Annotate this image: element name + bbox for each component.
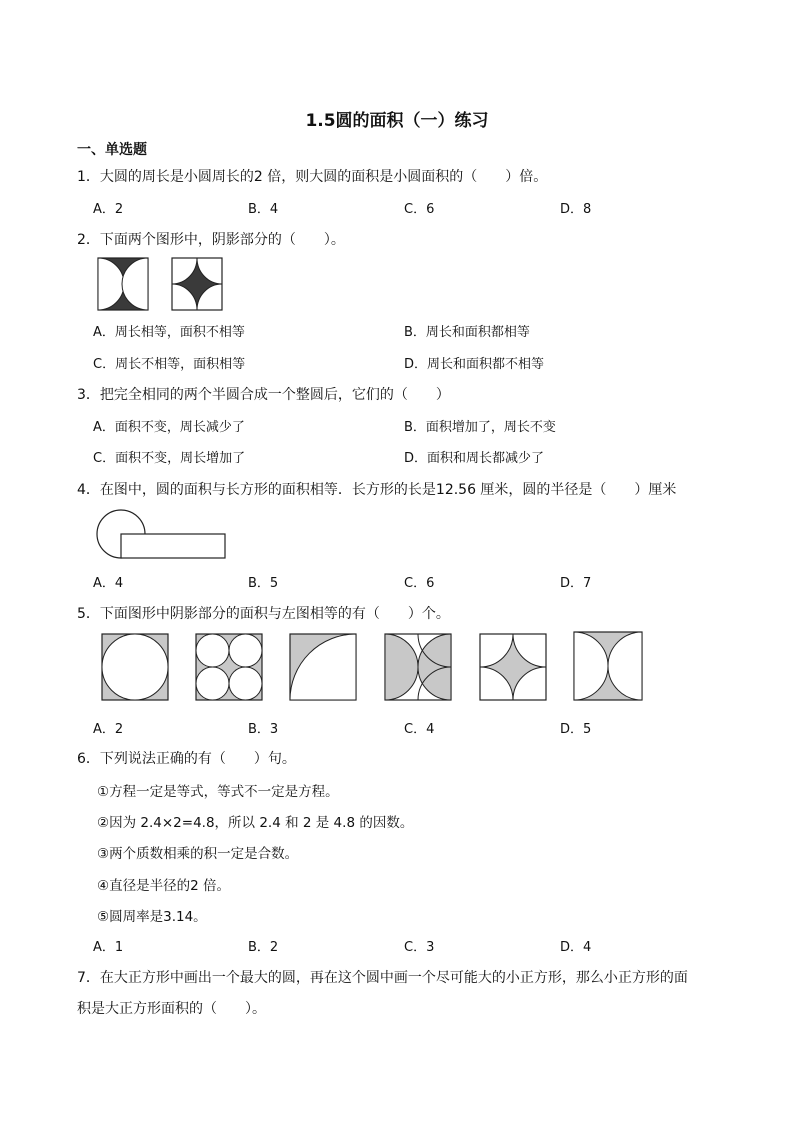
q1-option-b[interactable]: B．4 <box>248 202 279 217</box>
question-4-text: 4．在图中，圆的面积与长方形的面积相等．长方形的长是12.56 厘米，圆的半径是（ ）厘米 <box>77 482 677 498</box>
q6-statement-3: ③两个质数相乘的积一定是合数。 <box>97 846 299 862</box>
q6-option-b[interactable]: B．2 <box>248 940 279 955</box>
q5-figure-5 <box>479 633 547 701</box>
q6-statement-4: ④直径是半径的2 倍。 <box>97 878 230 894</box>
q4-option-a[interactable]: A．4 <box>93 576 124 591</box>
q4-figure <box>96 510 228 560</box>
q5-option-c[interactable]: C．4 <box>404 722 435 737</box>
q5-option-b[interactable]: B．3 <box>248 722 279 737</box>
question-3-text: 3．把完全相同的两个半圆合成一个整圆后，它们的（ ） <box>77 387 450 403</box>
question-7-text-line2: 积是大正方形面积的（ ）。 <box>77 1001 266 1017</box>
q1-option-d[interactable]: D．8 <box>560 202 592 217</box>
question-1-text: 1．大圆的周长是小圆周长的2 倍，则大圆的面积是小圆面积的（ ）倍。 <box>77 169 548 185</box>
q2-option-d[interactable]: D．周长和面积都不相等 <box>404 357 545 372</box>
q4-option-b[interactable]: B．5 <box>248 576 279 591</box>
q2-option-b[interactable]: B．周长和面积都相等 <box>404 325 530 340</box>
q5-figure-6 <box>573 631 643 701</box>
q5-option-a[interactable]: A．2 <box>93 722 124 737</box>
q5-figure-1 <box>101 633 169 701</box>
q1-option-c[interactable]: C．6 <box>404 202 435 217</box>
page-title: 1.5圆的面积（一）练习 <box>305 111 489 131</box>
question-5-text: 5．下面图形中阴影部分的面积与左图相等的有（ ）个。 <box>77 606 450 622</box>
q2-figure-left <box>97 257 149 311</box>
q3-option-a[interactable]: A．面积不变，周长减少了 <box>93 420 245 435</box>
q5-option-d[interactable]: D．5 <box>560 722 592 737</box>
q6-option-d[interactable]: D．4 <box>560 940 592 955</box>
q6-option-a[interactable]: A．1 <box>93 940 124 955</box>
q6-statement-2: ②因为 2.4×2=4.8，所以 2.4 和 2 是 4.8 的因数。 <box>97 815 414 831</box>
q4-option-c[interactable]: C．6 <box>404 576 435 591</box>
q2-figure-right <box>171 257 223 311</box>
q5-figure-4 <box>384 633 452 701</box>
q5-figure-2 <box>195 633 263 701</box>
q6-option-c[interactable]: C．3 <box>404 940 435 955</box>
q3-option-b[interactable]: B．面积增加了，周长不变 <box>404 420 556 435</box>
q6-statement-5: ⑤圆周率是3.14。 <box>97 909 207 925</box>
section-heading: 一、单选题 <box>77 142 147 158</box>
q5-figure-3 <box>289 633 357 701</box>
q3-option-d[interactable]: D．面积和周长都减少了 <box>404 451 545 466</box>
q2-option-a[interactable]: A．周长相等，面积不相等 <box>93 325 245 340</box>
question-2-text: 2．下面两个图形中，阴影部分的（ ）。 <box>77 232 345 248</box>
q2-option-c[interactable]: C．周长不相等，面积相等 <box>93 357 246 372</box>
question-6-text: 6．下列说法正确的有（ ）句。 <box>77 751 296 767</box>
question-7-text-line1: 7．在大正方形中画出一个最大的圆，再在这个圆中画一个尽可能大的小正方形，那么小正方形的面 <box>77 970 688 986</box>
q3-option-c[interactable]: C．面积不变，周长增加了 <box>93 451 246 466</box>
q1-option-a[interactable]: A．2 <box>93 202 124 217</box>
q4-option-d[interactable]: D．7 <box>560 576 592 591</box>
q6-statement-1: ①方程一定是等式，等式不一定是方程。 <box>97 784 339 800</box>
